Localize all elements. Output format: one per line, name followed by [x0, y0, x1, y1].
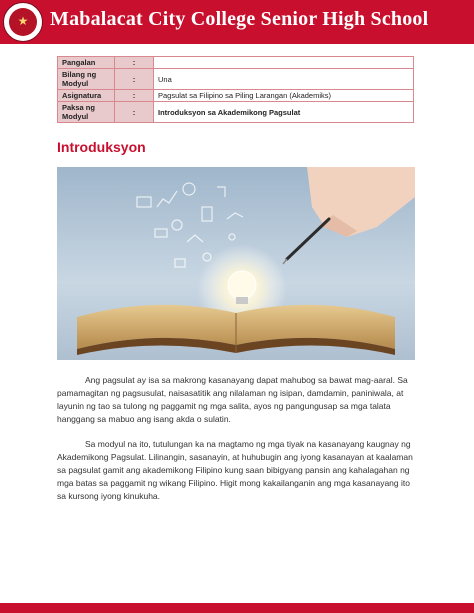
table-row [58, 69, 414, 90]
table-row [58, 90, 414, 102]
intro-paragraph-1: Ang pagsulat ay isa sa makrong kasanayang dapat mahubog sa bawat mag-aaral. Sa pamamagitan ng pagsusulat, naisasatitik ang nilalaman ng isipan, damdamin, paniniwala, at layunin ng tao sa tulong ng paggamit ng mga salita, ayos ng pangungusap sa mga talata hanggang sa mabuo ang isang akda o sulatin. [57, 375, 408, 424]
open-book-lightbulb-illustration [57, 167, 415, 360]
row-label: Pangalan [58, 57, 115, 69]
row-value: Introduksyon sa Akademikong Pagsulat [154, 102, 414, 123]
row-separator: : [115, 69, 154, 90]
row-label: Asignatura [58, 90, 115, 102]
row-value: Una [154, 69, 414, 90]
row-separator: : [115, 57, 154, 69]
school-title: Mabalacat City College Senior High School [50, 8, 429, 30]
row-label: Bilang ng Modyul [58, 69, 115, 90]
table-row [58, 57, 414, 69]
college-seal-icon: ★ [3, 2, 43, 42]
row-separator: : [115, 90, 154, 102]
section-title: Introduksyon [57, 139, 146, 155]
row-value: Pagsulat sa Filipino sa Piling Larangan (Akademiks) [154, 90, 414, 102]
name-field[interactable] [154, 57, 414, 69]
module-info-table [57, 56, 414, 123]
row-label: Paksa ng Modyul [58, 102, 115, 123]
page-header [0, 0, 474, 44]
table-row [58, 102, 414, 123]
row-separator: : [115, 102, 154, 123]
intro-paragraph-2: Sa modyul na ito, tutulungan ka na magtamo ng mga tiyak na kasanayang kaugnay ng Akademikong Pagsulat. Lilinangin, sasanayin, at huhubugin ang iyong kasanayan at kaalaman sa pagsulat gamit ang akademikong Filipino kung saan bibigyang pansin ang kahalagahan ng mga batas sa paggamit ng wikang Filipino. Higit mong kakailanganin ang mga kasanayang ito sa kursong iyong kinukuha. [57, 439, 413, 501]
page-footer-bar [0, 603, 474, 613]
